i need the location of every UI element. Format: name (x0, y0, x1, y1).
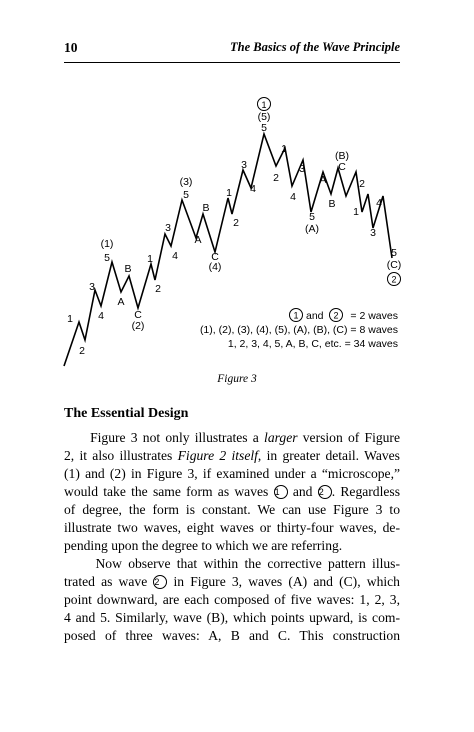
label-wc: C (134, 309, 142, 321)
figure-caption: Figure 3 (217, 373, 257, 385)
label-xa: A (194, 234, 202, 246)
p1-line-4: would take the same form as waves 1 and 2 . Regardless (64, 484, 400, 499)
inline-circle-2b: 2 (153, 575, 167, 589)
label-x1: 1 (147, 253, 153, 265)
label-w2: 2 (79, 345, 85, 357)
label-x4: 4 (172, 250, 178, 262)
p2-line-1: Now observe that within the corrective pattern illus- (95, 556, 401, 571)
label-xc-paren: (4) (208, 261, 222, 273)
label-d2: 2 (273, 172, 279, 184)
legend-line3: 1, 2, 3, 4, 5, A, B, C, etc. = 34 waves (227, 338, 398, 350)
label-w3: 3 (89, 281, 95, 293)
label-wb: B (124, 263, 132, 275)
label-top-paren: (5) (257, 111, 271, 123)
p1-line-1: Figure 3 not only illustrates a larger version of Figure (90, 430, 400, 445)
label-wa: A (117, 296, 125, 308)
label-x5: 5 (183, 189, 189, 201)
p2-line-2: trated as wave 2 in Figure 3, waves (A) and (C), which (64, 574, 400, 589)
label-d3: 3 (299, 163, 305, 175)
label-xc: C (211, 251, 219, 263)
p2-line-3: point downward, are each composed of five waves: 1, 2, 3, (64, 592, 400, 607)
section-heading: The Essential Design (64, 406, 189, 421)
inline-circle-1: 1 (274, 485, 288, 499)
p2-line-5: posed of three waves: A, B and C. This construction (64, 628, 400, 643)
legend-circle-2-text: 2 (333, 310, 339, 321)
label-e2: 2 (359, 178, 365, 190)
label-da: A (319, 174, 327, 186)
legend-line2: (1), (2), (3), (4), (5), (A), (B), (C) = 8 waves (199, 324, 398, 336)
label-w4: 4 (98, 310, 104, 322)
label-wc-paren: (2) (131, 320, 145, 332)
page-number: 10 (64, 40, 78, 55)
label-w1: 1 (67, 313, 73, 325)
label-x2: 2 (155, 283, 161, 295)
label-db: B (328, 198, 336, 210)
label-e5-paren: (C) (386, 259, 402, 271)
label-d1: 1 (281, 143, 287, 155)
label-y2: 2 (233, 217, 239, 229)
label-dc-paren: (B) (335, 150, 349, 162)
p1-line-7: pending upon the degree to which we are referring. (64, 538, 343, 553)
paragraph-1 (64, 429, 400, 555)
label-y4: 4 (250, 183, 256, 195)
label-e4: 4 (376, 197, 382, 209)
label-d5-paren: (A) (305, 223, 319, 235)
legend-and: and (306, 310, 324, 322)
p1-line-2: 2, it also illustrates Figure 2 itself, in greater detail. Waves (64, 448, 400, 463)
p1-line-6: illustrate two waves, eight waves or thirty-four waves, de- (64, 520, 400, 535)
label-dc: C (338, 161, 346, 173)
p2-line-4: 4 and 5. Similarly, wave (B), which points upward, is com- (64, 610, 400, 625)
label-x5-paren: (3) (179, 176, 193, 188)
p1-line-5: of degree, the form is constant. We can use Figure 3 to (64, 502, 400, 517)
label-e5: 5 (391, 247, 397, 259)
label-e1: 1 (353, 206, 359, 218)
label-e3: 3 (370, 227, 376, 239)
label-end-circle: 2 (391, 274, 397, 285)
label-w5: 5 (104, 252, 110, 264)
label-d4: 4 (290, 191, 296, 203)
label-w5-paren: (1) (100, 238, 114, 250)
label-y5: 5 (261, 122, 267, 134)
label-d5: 5 (309, 211, 315, 223)
label-y3: 3 (241, 159, 247, 171)
legend-line1: = 2 waves (350, 310, 398, 322)
inline-circle-2: 2 (318, 485, 332, 499)
running-title: The Basics of the Wave Principle (229, 40, 400, 54)
label-x3: 3 (165, 222, 171, 234)
p1-line-3: (1) and (2) in Figure 3, if examined under a “microscope,” (64, 466, 400, 481)
label-y1: 1 (226, 187, 232, 199)
label-top-circle: 1 (261, 100, 267, 110)
legend-circle-1-text: 1 (293, 310, 299, 321)
paragraph-2 (64, 555, 400, 645)
label-xb: B (202, 202, 210, 214)
